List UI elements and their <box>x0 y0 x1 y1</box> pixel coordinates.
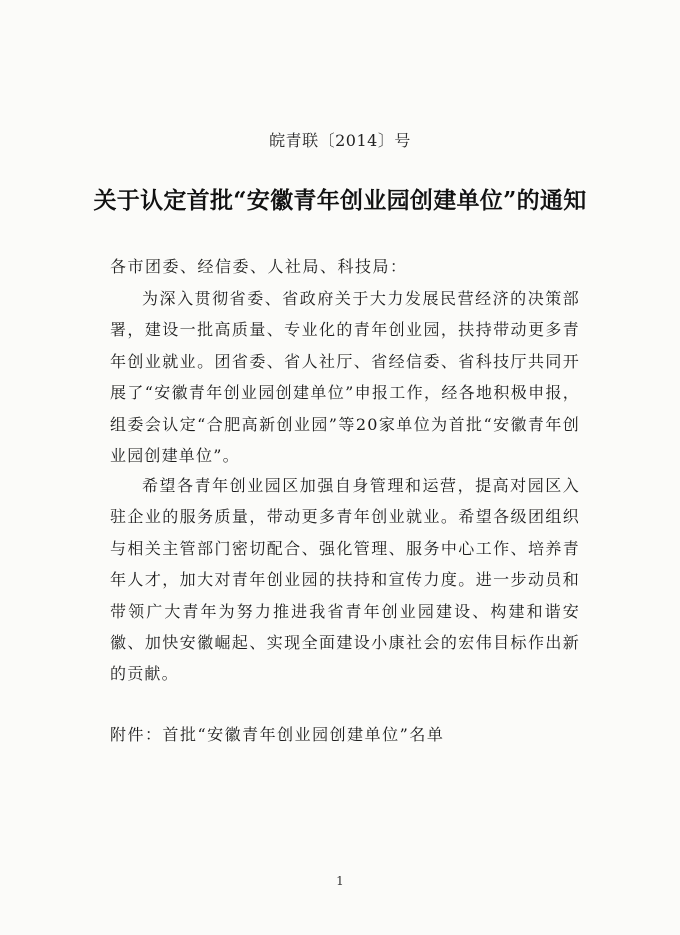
document-title: 关于认定首批“安徽青年创业园创建单位”的通知 <box>93 187 587 214</box>
addressee-line: 各市团委、经信委、人社局、科技局： <box>110 257 408 276</box>
document-number: 皖青联〔2014〕号 <box>269 131 411 150</box>
body-paragraph-2: 希望各青年创业园区加强自身管理和运营，提高对园区入驻企业的服务质量，带动更多青年创业就业。希望各级团组织与相关主管部门密切配合、强化管理、服务中心工作、培养青年人才，加大对青年创业园的扶持和宣传力度。进一步动员和带领广大青年为努力推进我省青年创业园建设、构建和谐安徽、加快安徽崛起、实现全面建设小康社会的宏伟目标作出新的贡献。 <box>110 476 580 684</box>
body-paragraph-1: 为深入贯彻省委、省政府关于大力发展民营经济的决策部署，建设一批高质量、专业化的青年创业园，扶持带动更多青年创业就业。团省委、省人社厅、省经信委、省科技厅共同开展了“安徽青年创业园创建单位”申报工作，经各地积极申报，组委会认定“合肥高新创业园”等20家单位为首批“安徽青年创业园创建单位”。 <box>110 289 580 466</box>
attachment-line: 附件：首批“安徽青年创业园创建单位”名单 <box>110 725 445 744</box>
page-number: 1 <box>336 874 344 888</box>
